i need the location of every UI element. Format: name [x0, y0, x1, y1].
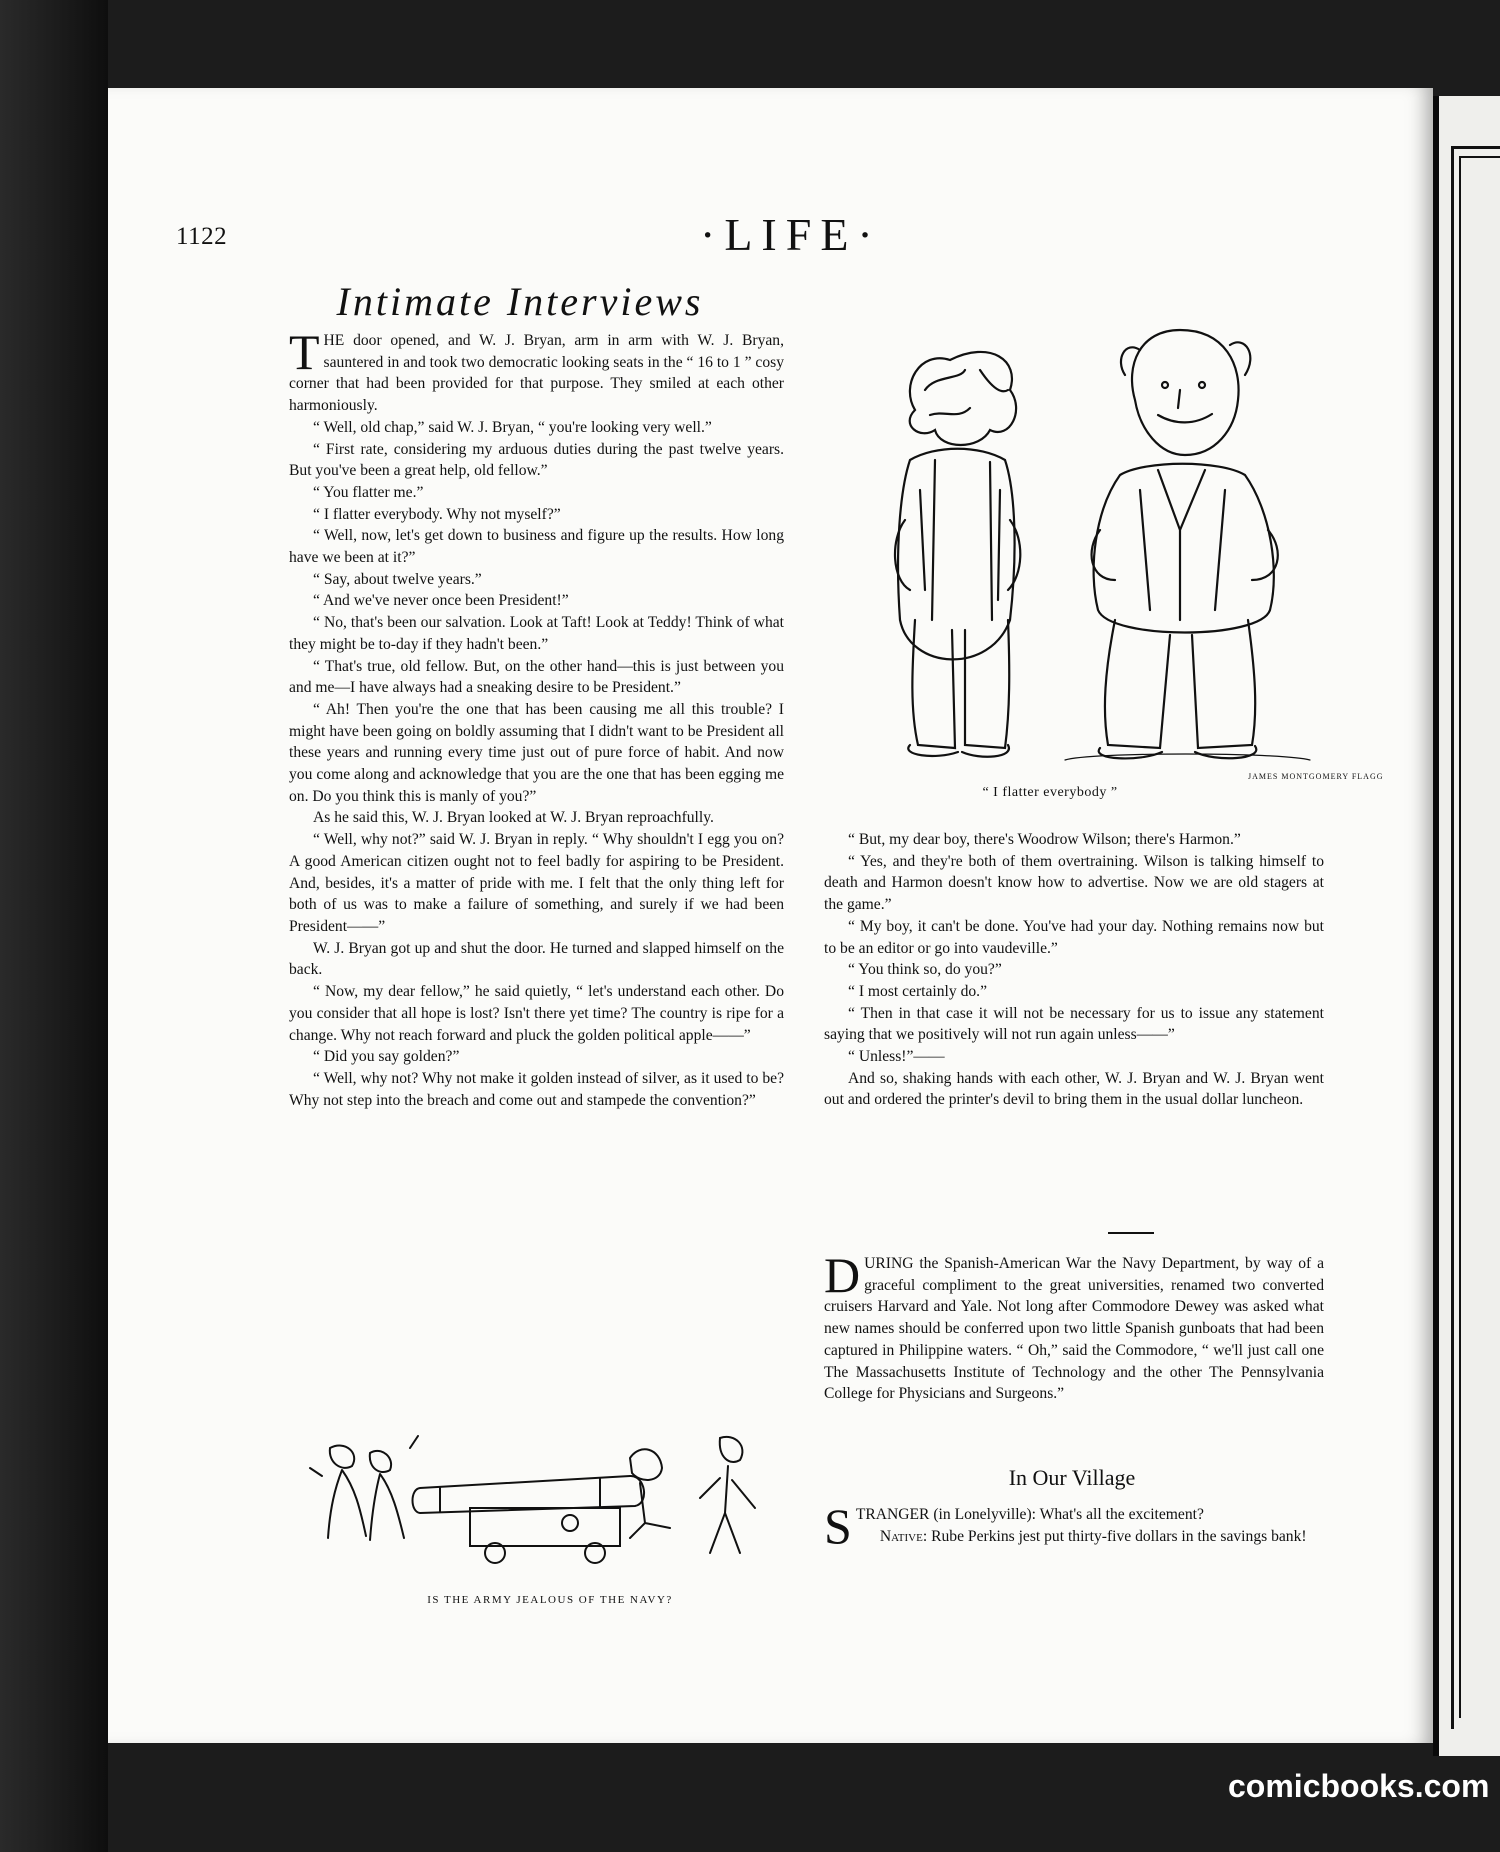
article-paragraph: “ I flatter everybody. Why not myself?” — [313, 505, 561, 523]
article-paragraph: “ Now, my dear fellow,” he said quietly, “ let's understand each other. Do you consider that all hope is lost? Isn't there yet time? The country is ripe for a change. Why not reach forward and pluck the golden political apple——” — [289, 983, 784, 1044]
masthead-title: ·LIFE· — [700, 209, 882, 260]
article-paragraph: “ Did you say golden?” — [313, 1048, 460, 1066]
cannon-caption: IS THE ARMY JEALOUS OF THE NAVY? — [427, 1594, 673, 1606]
speaker-label: Native — [879, 1527, 923, 1545]
adjacent-page-inner-border — [1459, 156, 1500, 1718]
article-paragraph: “ Yes, and they're both of them overtraining. Wilson is talking himself to death and Harmon doesn't know how to advertise. Now we are old stagers at the game.” — [824, 852, 1324, 914]
anecdote-text: URING the Spanish-American War the Navy Department, by way of a graceful compliment to the great universities, renamed two converted cruisers Harvard and Yale. Not long after Commodore Dewey was asked what new names should be conferred upon two little Spanish gunboats that had been captured in Philippine waters. “ Oh,” said the Commodore, “ we'll just call one The Massachusetts Institute of Technology and the other The Pennsylvania College for Physicians and Surgeons.” — [824, 1255, 1324, 1403]
cartoon-caption: “ I flatter everybody ” — [982, 785, 1118, 800]
article-paragraph: “ Ah! Then you're the one that has been causing me all this trouble? I might have been going on boldly assuming that I didn't want to be President all these years and running every time just out of pure force of habit. And now you come along and acknowledge that you are the one that has been egging me on. Do you think this is manly of you?” — [289, 700, 784, 805]
scan-background-left — [0, 0, 108, 1852]
bryan-cartoon-illustration — [840, 290, 1330, 770]
adjacent-page-edge — [1433, 96, 1500, 1756]
article-paragraph: “ My boy, it can't be done. You've had your day. Nothing remains now but to be an editor or go into vaudeville.” — [824, 917, 1324, 957]
article-paragraph: “ Then in that case it will not be necessary for us to issue any statement saying that we positively will not run again unless——” — [824, 1004, 1324, 1044]
stranger-line: TRANGER (in Lonelyville): What's all the excitement? — [855, 1506, 1204, 1523]
article-paragraph: “ You think so, do you?” — [848, 961, 1002, 979]
section-divider — [1108, 1232, 1154, 1234]
article-paragraph: “ Well, why not?” said W. J. Bryan in reply. “ Why shouldn't I egg you on? A good American citizen ought not to feel badly for aspiring to be President. And, besides, it's a matter of pride with me. I felt that the only thing left for both of us was to make a failure of something, and surely if we had been President——” — [289, 831, 784, 935]
article-paragraph: “ No, that's been our salvation. Look at Taft! Look at Teddy! Think of what they might be to-day if they hadn't been.” — [289, 614, 784, 653]
watermark: comicbooks.com — [1228, 1768, 1490, 1804]
drop-cap: S — [824, 1498, 852, 1554]
article-right-column — [824, 829, 1324, 1111]
article-paragraph: “ That's true, old fellow. But, on the other hand—this is just between you and me—I have always had a sneaking desire to be President.” — [289, 657, 784, 697]
article-paragraph: “ Well, why not? Why not make it golden instead of silver, as it used to be? Why not step into the breach and come out and stampede the convention?” — [289, 1069, 784, 1109]
article-paragraph: HE door opened, and W. J. Bryan, arm in arm with W. J. Bryan, sauntered in and took two democratic looking seats in the “ 16 to 1 ” cosy corner that had been provided for that purpose. They smiled at each other harmoniously. — [289, 332, 784, 415]
article-paragraph: “ Say, about twelve years.” — [313, 570, 482, 588]
article-paragraph: “ And we've never once been President!” — [313, 592, 569, 610]
article-paragraph: “ Well, old chap,” said W. J. Bryan, “ you're looking very well.” — [313, 418, 712, 436]
article-title: Intimate Interviews — [336, 279, 704, 324]
section-heading: In Our Village — [1008, 1465, 1136, 1490]
article-paragraph: “ But, my dear boy, there's Woodrow Wilson; there's Harmon.” — [848, 831, 1241, 848]
article-paragraph: “ Well, now, let's get down to business and figure up the results. How long have we been at it?” — [289, 527, 784, 567]
article-paragraph: “ Unless!”—— — [848, 1048, 945, 1066]
article-paragraph: And so, shaking hands with each other, W. J. Bryan and W. J. Bryan went out and ordered the printer's devil to bring them in the usual dollar luncheon. — [824, 1069, 1324, 1109]
article-left-column — [289, 324, 784, 1111]
article-paragraph: “ I most certainly do.” — [848, 982, 987, 1000]
navy-anecdote — [824, 1247, 1324, 1405]
article-paragraph: As he said this, W. J. Bryan looked at W. J. Bryan reproachfully. — [313, 809, 714, 827]
drop-cap: D — [824, 1247, 861, 1303]
drop-cap: T — [289, 324, 320, 380]
native-line: : Rube Perkins jest put thirty-five dollars in the savings bank! — [922, 1527, 1307, 1545]
artist-signature: JAMES MONTGOMERY FLAGG — [1248, 772, 1384, 781]
article-paragraph: “ First rate, considering my arduous duties during the past twelve years. But you've been a great help, old fellow.” — [289, 440, 784, 480]
article-paragraph: W. J. Bryan got up and shut the door. He turned and slapped himself on the back. — [289, 939, 784, 979]
cannon-cartoon-illustration — [300, 1428, 800, 1583]
village-joke — [824, 1498, 1324, 1554]
page-number: 1122 — [176, 223, 228, 250]
article-paragraph: “ You flatter me.” — [313, 483, 424, 501]
